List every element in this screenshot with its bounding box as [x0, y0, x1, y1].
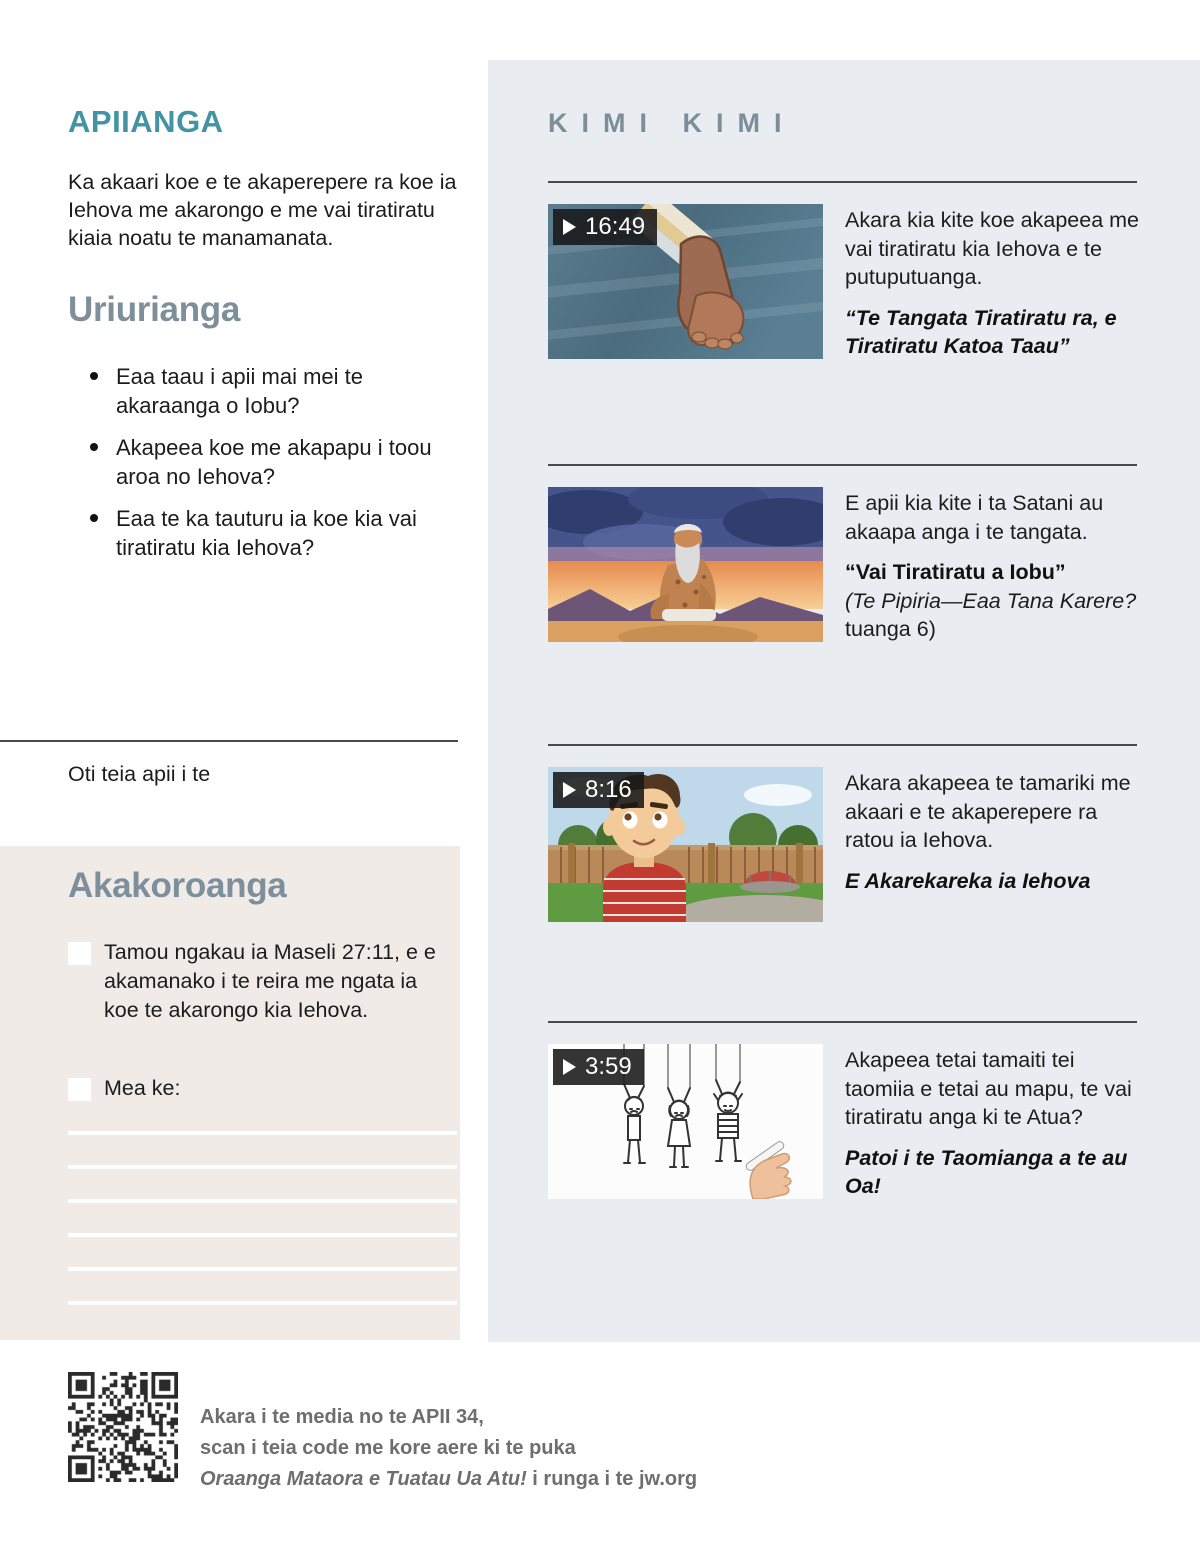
writing-line [68, 1233, 457, 1237]
video-description: Akara kia kite koe akapeea me vai tiratiratu kia Iehova e te putuputuanga. [845, 208, 1139, 289]
writing-line [68, 1165, 457, 1169]
list-item [90, 504, 440, 562]
video-duration-badge [553, 772, 644, 808]
lesson-intro-paragraph: Ka akaari koe e te akaperepere ra koe ia Iehova me akarongo e me vai tiratiratu kiaia noatu te manamanata. [68, 170, 457, 250]
video-duration: 3:59 [585, 1053, 632, 1080]
video-description: Akara akapeea te tamariki me akaari e te akaperepere ra ratou ia Iehova. [845, 771, 1131, 852]
divider [548, 744, 1137, 746]
question-text: Eaa taau i apii mai mei te akaraanga o Iobu? [116, 364, 364, 418]
video-title: E Akarekareka ia Iehova [845, 868, 1091, 893]
play-icon [563, 219, 576, 235]
video-duration-badge [553, 1049, 644, 1085]
bullet-icon [90, 443, 98, 451]
video-title: Patoi i te Taomianga a te au Oa! [845, 1145, 1128, 1198]
question-text: Eaa te ka tauturu ia koe kia vai tiratiratu kia Iehova? [116, 506, 417, 560]
completion-date-label: Oti teia apii i te [68, 762, 211, 786]
divider [548, 1021, 1137, 1023]
bullet-icon [90, 514, 98, 522]
lesson-section-title: APIIANGA [68, 104, 224, 139]
video-description: Akapeea tetai tamaiti tei taomiia e tetai au mapu, te vai tiratiratu anga ki te Atua? [845, 1048, 1132, 1129]
video-duration: 8:16 [585, 776, 632, 803]
video-duration-badge [553, 209, 657, 245]
video-duration: 16:49 [585, 213, 646, 240]
goals-section [0, 846, 460, 1340]
divider [0, 740, 458, 742]
checkbox[interactable] [68, 942, 91, 965]
bullet-icon [90, 372, 98, 380]
media-footer-note [200, 1402, 697, 1495]
video-thumbnail[interactable] [548, 767, 823, 922]
play-icon [563, 1059, 576, 1075]
footer-line: scan i teia code me kore aere ki te puka [200, 1437, 576, 1459]
footer-line: Akara i te media no te APII 34, [200, 1406, 484, 1428]
video-thumbnail[interactable] [548, 204, 823, 359]
goal-text: Tamou ngakau ia Maseli 27:11, e e akamanako i te reira me ngata ia koe te akarongo kia Iehova. [104, 940, 436, 1022]
writing-line [68, 1199, 457, 1203]
checkbox[interactable] [68, 1078, 91, 1101]
goal-text: Mea ke: [104, 1076, 181, 1100]
goals-section-title: Akakoroanga [68, 866, 287, 905]
video-thumbnail[interactable] [548, 1044, 823, 1199]
writing-line [68, 1267, 457, 1271]
media-panel [488, 60, 1200, 1342]
discussion-section-title: Uriurianga [68, 290, 241, 329]
list-item [90, 433, 440, 491]
goal-item [68, 1074, 454, 1103]
qr-code [68, 1372, 178, 1482]
video-title: “Vai Tiratiratu a Iobu” [845, 560, 1066, 584]
writing-line [68, 1301, 457, 1305]
divider [548, 181, 1137, 183]
job-illustration [548, 487, 823, 642]
footer-line: Oraanga Mataora e Tuatau Ua Atu! i runga i te jw.org [200, 1468, 698, 1490]
video-subtitle: (Te Pipiria—Eaa Tana Karere? tuanga 6) [845, 588, 1137, 641]
question-text: Akapeea koe me akapapu i toou aroa no Iehova? [116, 435, 432, 489]
list-item [90, 362, 440, 420]
divider [548, 464, 1137, 466]
video-thumbnail[interactable] [548, 487, 823, 642]
media-panel-title: KIMI KIMI [548, 108, 796, 138]
play-icon [563, 782, 576, 798]
writing-line [68, 1131, 457, 1135]
discussion-question-list [90, 362, 440, 575]
goal-item [68, 938, 454, 1025]
video-description: E apii kia kite i ta Satani au akaapa anga i te tangata. [845, 491, 1104, 544]
video-title: “Te Tangata Tiratiratu ra, e Tiratiratu Katoa Taau” [845, 305, 1117, 358]
